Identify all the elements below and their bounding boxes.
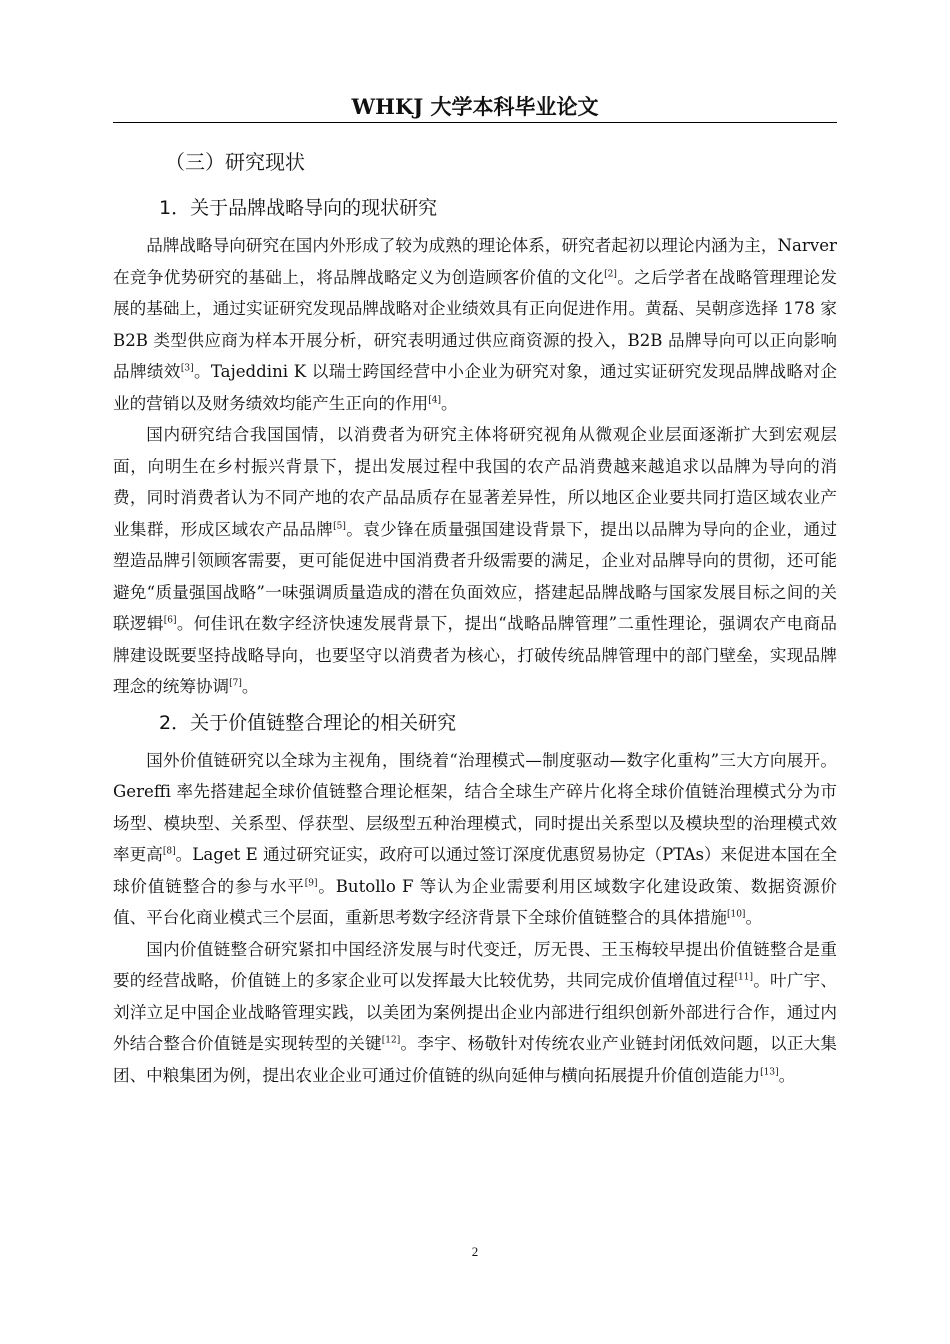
page-header-title: WHKJ 大学本科毕业论文	[113, 92, 837, 123]
citation: [3]	[180, 363, 194, 374]
paragraph: 国内研究结合我国国情，以消费者为研究主体将研究视角从微观企业层面逐渐扩大到宏观层面，向明生在乡村振兴背景下，提出发展过程中我国的农产品消费越来越追求以品牌为导向的消费，同时消费者认为不同产地的农产品品质存在显著差异性，所以地区企业要共同打造区域农业产业集群，形成区域农产品品牌[5]。袁少锋在质量强国建设背景下，提出以品牌为导向的企业，通过塑造品牌引领顾客需要，更可能促进中国消费者升级需要的满足，企业对品牌导向的贯彻，还可能避免“质量强国战略”一味强调质量造成的潜在负面效应，搭建起品牌战略与国家发展目标之间的关联逻辑[6]。何佳讯在数字经济快速发展背景下，提出“战略品牌管理”二重性理论，强调农产电商品牌建设既要坚持战略导向，也要坚守以消费者为核心，打破传统品牌管理中的部门壁垒，实现品牌理念的统筹协调[7]。	[113, 425, 838, 696]
citation: [12]	[381, 1035, 401, 1046]
citation: [4]	[428, 394, 442, 405]
page-body	[113, 140, 837, 1091]
citation: [9]	[304, 877, 318, 888]
citation: [2]	[604, 268, 617, 279]
subsection-heading-2: 2．关于价值链整合理论的相关研究	[159, 711, 457, 734]
subsection-heading-1: 1．关于品牌战略导向的现状研究	[159, 197, 438, 219]
citation: [13]	[760, 1066, 779, 1077]
page-number: 2	[471, 1244, 479, 1259]
paragraph: 国外价值链研究以全球为主视角，围绕着“治理模式—制度驱动—数字化重构”三大方向展开。Gereffi 率先搭建起全球价值链整合理论框架，结合全球生产碎片化将全球价值链治理模式分为市场型、模块型、关系型、俘获型、层级型五种治理模式，同时提出关系型以及模块型的治理模式效率更高[8]。Laget E 通过研究证实，政府可以通过签订深度优惠贸易协定（PTAs）来促进本国在全球价值链整合的参与水平[9]。Butollo F 等认为企业需要利用区域数字化建设政策、数据资源价值、平台化商业模式三个层面，重新思考数字经济背景下全球价值链整合的具体措施[10]。	[113, 750, 837, 927]
citation: [5]	[333, 520, 346, 531]
citation: [8]	[162, 846, 176, 857]
paragraph: 品牌战略导向研究在国内外形成了较为成熟的理论体系，研究者起初以理论内涵为主，Narver 在竞争优势研究的基础上，将品牌战略定义为创造顾客价值的文化[2]。之后学者在战略管理理论发展的基础上，通过实证研究发现品牌战略对企业绩效具有正向促进作用。黄磊、吴朝彦选择 178 家 B2B 类型供应商为样本开展分析，研究表明通过供应商资源的投入，B2B 品牌导向可以正向影响品牌绩效[3]。Tajeddini K 以瑞士跨国经营中小企业为研究对象，通过实证研究发现品牌战略对企业的营销以及财务绩效均能产生正向的作用[4]。	[113, 236, 838, 413]
paragraph: 国内价值链整合研究紧扣中国经济发展与时代变迁，厉无畏、王玉梅较早提出价值链整合是重要的经营战略，价值链上的多家企业可以发挥最大比较优势，共同完成价值增值过程[11]。叶广宇、刘洋立足中国企业战略管理实践，以美团为案例提出企业内部进行组织创新外部进行合作，通过内外结合整合价值链是实现转型的关键[12]。李宇、杨敬针对传统农业产业链封闭低效问题，以正大集团、中粮集团为例，提出农业企业可通过价值链的纵向延伸与横向拓展提升价值创造能力[13]。	[113, 939, 838, 1085]
citation: [11]	[734, 972, 754, 983]
section-heading: （三）研究现状	[165, 150, 305, 174]
citation: [6]	[163, 615, 177, 626]
citation: [10]	[726, 909, 746, 920]
citation: [7]	[229, 678, 242, 689]
